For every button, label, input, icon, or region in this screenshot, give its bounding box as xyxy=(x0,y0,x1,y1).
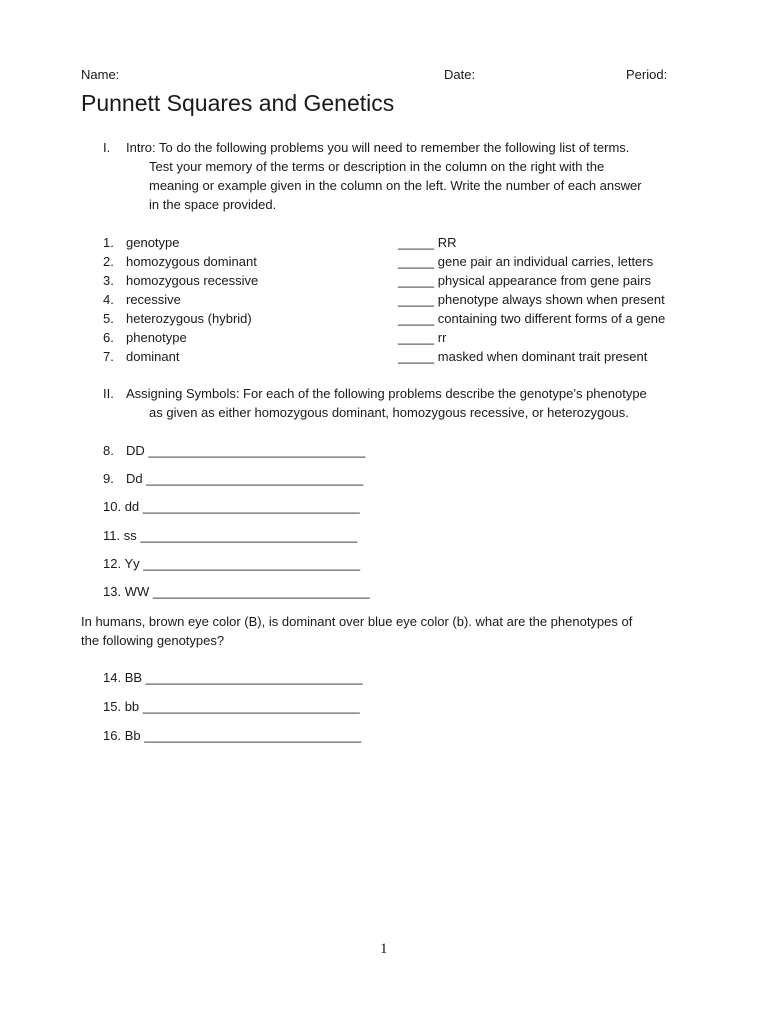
eye-color-question-line: In humans, brown eye color (B), is dominant over blue eye color (b). what are the phenotypes of xyxy=(81,614,633,629)
section-1-intro-line: Test your memory of the terms or description in the column on the right with the xyxy=(149,159,605,174)
answer-line[interactable]: ______________________________ xyxy=(144,728,362,743)
term-text: recessive xyxy=(126,292,181,307)
eye-color-question-line: the following genotypes? xyxy=(81,633,225,648)
match-item xyxy=(398,329,446,347)
match-item xyxy=(398,310,665,328)
term-text: genotype xyxy=(126,235,180,250)
item-number: 14. xyxy=(103,670,122,685)
item-label: WW xyxy=(124,584,150,599)
item-number: 13. xyxy=(103,584,122,599)
term-text: dominant xyxy=(126,349,180,364)
answer-blank[interactable]: _____ xyxy=(398,349,435,364)
term-item xyxy=(103,272,258,290)
section-2-numeral: II. xyxy=(103,386,114,401)
term-item xyxy=(103,329,187,347)
section-1-intro-line: in the space provided. xyxy=(149,197,277,212)
name-label: Name: xyxy=(81,67,120,82)
page-number: 1 xyxy=(380,941,388,957)
term-text: homozygous dominant xyxy=(126,254,257,269)
item-label: Bb xyxy=(124,728,141,743)
answer-line[interactable]: ______________________________ xyxy=(142,699,360,714)
match-text: RR xyxy=(437,235,457,250)
genotype-item xyxy=(103,527,357,545)
term-text: heterozygous (hybrid) xyxy=(126,311,252,326)
answer-line[interactable]: ______________________________ xyxy=(143,556,361,571)
term-number: 5. xyxy=(103,311,114,326)
item-number: 11. xyxy=(103,528,121,543)
section-2-intro-line: as given as either homozygous dominant, homozygous recessive, or heterozygous. xyxy=(149,405,629,420)
answer-blank[interactable]: _____ xyxy=(398,254,435,269)
item-number: 15. xyxy=(103,699,122,714)
match-item xyxy=(398,272,651,290)
genotype-item xyxy=(103,470,363,488)
answer-line[interactable]: ______________________________ xyxy=(152,584,370,599)
item-number: 12. xyxy=(103,556,122,571)
eye-genotype-item xyxy=(103,727,361,745)
item-label: DD xyxy=(126,443,145,458)
genotype-item xyxy=(103,442,365,460)
eye-genotype-item xyxy=(103,669,363,687)
item-label: dd xyxy=(124,499,140,514)
item-label: Yy xyxy=(124,556,140,571)
section-1-intro-line: Intro: To do the following problems you will need to remember the following list of terms. xyxy=(126,140,630,155)
term-number: 3. xyxy=(103,273,114,288)
item-number: 10. xyxy=(103,499,122,514)
page-title: Punnett Squares and Genetics xyxy=(81,90,395,116)
match-text: rr xyxy=(437,330,447,345)
answer-line[interactable]: ______________________________ xyxy=(148,443,366,458)
term-item xyxy=(103,348,179,366)
term-number: 7. xyxy=(103,349,114,364)
match-item xyxy=(398,291,665,309)
match-text: gene pair an individual carries, letters xyxy=(437,254,654,269)
eye-genotype-item xyxy=(103,698,360,716)
answer-blank[interactable]: _____ xyxy=(398,311,435,326)
term-text: phenotype xyxy=(126,330,187,345)
answer-line[interactable]: ______________________________ xyxy=(142,499,360,514)
genotype-item xyxy=(103,555,360,573)
match-text: masked when dominant trait present xyxy=(437,349,648,364)
term-number: 2. xyxy=(103,254,114,269)
match-item xyxy=(398,348,647,366)
term-number: 6. xyxy=(103,330,114,345)
item-number: 8. xyxy=(103,443,114,458)
term-item xyxy=(103,234,180,252)
item-number: 9. xyxy=(103,471,114,486)
match-item xyxy=(398,253,653,271)
match-text: containing two different forms of a gene xyxy=(437,311,666,326)
section-2-intro-line: Assigning Symbols: For each of the following problems describe the genotype’s phenotype xyxy=(126,386,647,401)
genotype-item xyxy=(103,498,360,516)
item-number: 16. xyxy=(103,728,122,743)
item-label: Dd xyxy=(126,471,143,486)
section-1-intro-line: meaning or example given in the column on the left. Write the number of each answer xyxy=(149,178,642,193)
answer-line[interactable]: ______________________________ xyxy=(146,471,364,486)
term-item xyxy=(103,291,181,309)
term-item xyxy=(103,310,252,328)
answer-blank[interactable]: _____ xyxy=(398,235,435,250)
term-item xyxy=(103,253,257,271)
match-text: phenotype always shown when present xyxy=(437,292,665,307)
section-1-numeral: I. xyxy=(103,140,111,155)
answer-blank[interactable]: _____ xyxy=(398,273,435,288)
date-label: Date: xyxy=(444,67,476,82)
answer-blank[interactable]: _____ xyxy=(398,330,435,345)
genotype-item xyxy=(103,583,370,601)
term-number: 1. xyxy=(103,235,114,250)
match-item xyxy=(398,234,457,252)
item-label: BB xyxy=(124,670,143,685)
item-label: bb xyxy=(124,699,140,714)
item-label: ss xyxy=(123,528,137,543)
period-label: Period: xyxy=(626,67,668,82)
match-text: physical appearance from gene pairs xyxy=(437,273,651,288)
answer-blank[interactable]: _____ xyxy=(398,292,435,307)
answer-line[interactable]: ______________________________ xyxy=(145,670,363,685)
term-number: 4. xyxy=(103,292,114,307)
term-text: homozygous recessive xyxy=(126,273,259,288)
answer-line[interactable]: ______________________________ xyxy=(140,528,358,543)
